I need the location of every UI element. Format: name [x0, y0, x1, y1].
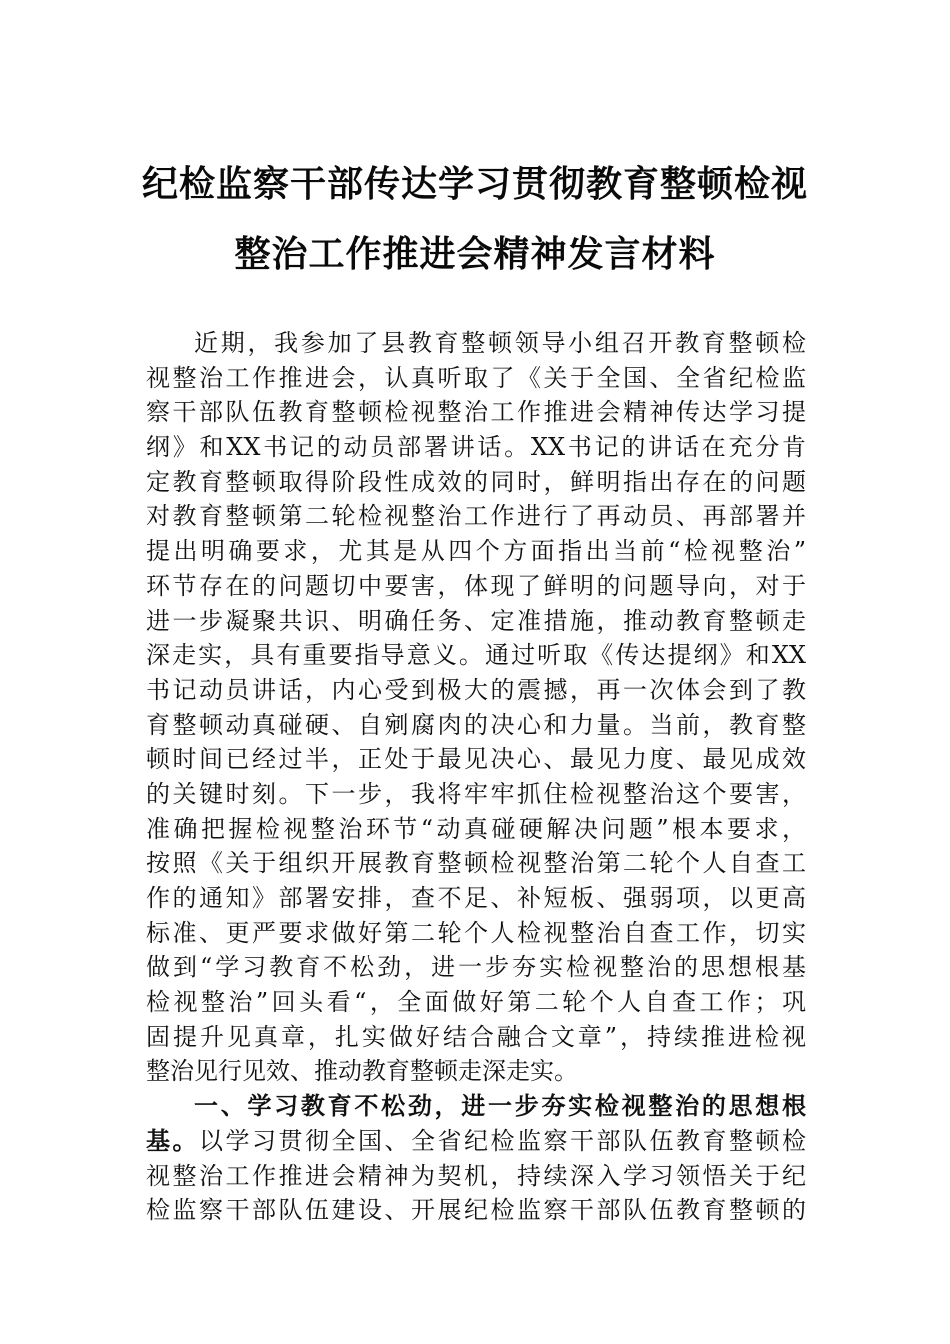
paragraph-1-line: 的关键时刻。下一步，我将牢牢抓住检视整治这个要害，: [146, 779, 806, 808]
paragraph-1-line: 进一步凝聚共识、明确任务、定准措施，推动教育整顿走: [146, 606, 806, 635]
document-title-line-1: 纪检监察干部传达学习贯彻教育整顿检视: [141, 163, 808, 205]
paragraph-1-line: 对教育整顿第二轮检视整治工作进行了再动员、再部署并: [146, 502, 806, 531]
section-1-line-text: 以学习贯彻全国、全省纪检监察干部队伍教育整顿检: [199, 1126, 806, 1155]
paragraph-1-line: 准确把握检视整治环节“动真碰硬解决问题”根本要求，: [146, 814, 806, 843]
section-1-line: 检监察干部队伍建设、开展纪检监察干部队伍教育整顿的: [146, 1196, 806, 1225]
paragraph-1-line: 书记动员讲话，内心受到极大的震撼，再一次体会到了教: [146, 675, 806, 704]
paragraph-1-line: 定教育整顿取得阶段性成效的同时，鲜明指出存在的问题: [146, 467, 806, 496]
section-1-heading: 一、学习教育不松劲，进一步夯实检视整治的思想根: [194, 1091, 806, 1121]
paragraph-1-line: 视整治工作推进会，认真听取了《关于全国、全省纪检监: [146, 363, 806, 392]
paragraph-1-line: 近期，我参加了县教育整顿领导小组召开教育整顿检: [194, 329, 806, 357]
paragraph-1-line: 深走实，具有重要指导意义。通过听取《传达提纲》和XX: [146, 641, 806, 670]
section-1-line: 视整治工作推进会精神为契机，持续深入学习领悟关于纪: [146, 1161, 806, 1190]
paragraph-1-line: 按照《关于组织开展教育整顿检视整治第二轮个人自查工: [146, 849, 806, 878]
paragraph-1-line: 环节存在的问题切中要害，体现了鲜明的问题导向，对于: [146, 571, 806, 600]
paragraph-1-line: 察干部队伍教育整顿检视整治工作推进会精神传达学习提: [146, 398, 806, 427]
paragraph-1-line: 提出明确要求，尤其是从四个方面指出当前“检视整治”: [146, 537, 806, 566]
section-1-line: [146, 1124, 806, 1159]
document-body: [146, 326, 806, 1228]
paragraph-1-line: 标准、更严要求做好第二轮个人检视整治自查工作，切实: [146, 918, 806, 947]
paragraph-1-line: 顿时间已经过半，正处于最见决心、最见力度、最见成效: [146, 745, 806, 774]
paragraph-1-line: 整治见行见效、推动教育整顿走深走实。: [146, 1057, 578, 1086]
paragraph-1-line: 育整顿动真碰硬、自剜腐肉的决心和力量。当前，教育整: [146, 710, 806, 739]
section-1-heading-end: 基。: [146, 1125, 199, 1155]
paragraph-1-line: 检视整治”回头看“，全面做好第二轮个人自查工作；巩: [146, 988, 806, 1017]
paragraph-1-line: 作的通知》部署安排，查不足、补短板、强弱项，以更高: [146, 884, 806, 912]
document-title-line-2: 整治工作推进会精神发言材料: [234, 233, 716, 275]
paragraph-1-line: 纲》和XX书记的动员部署讲话。XX书记的讲话在充分肯: [146, 433, 806, 462]
paragraph-1-line: 固提升见真章，扎实做好结合融合文章”，持续推进检视: [146, 1022, 806, 1051]
paragraph-1-line: 做到“学习教育不松劲，进一步夯实检视整治的思想根基: [146, 953, 806, 982]
